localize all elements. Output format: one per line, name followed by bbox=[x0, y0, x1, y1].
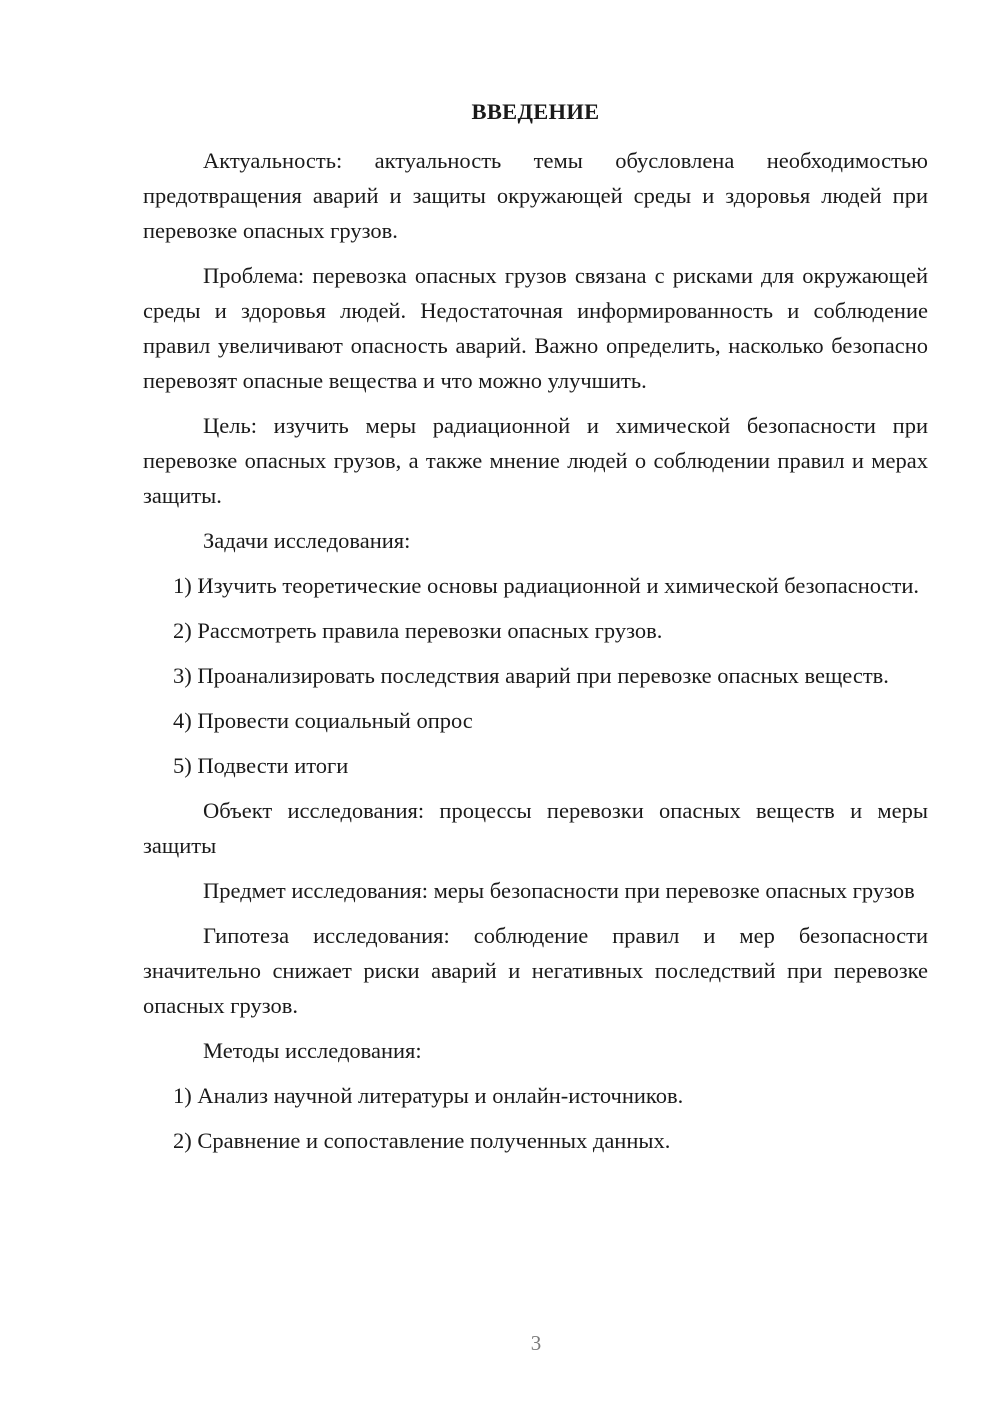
task-item-4: 4) Провести социальный опрос bbox=[173, 708, 473, 733]
page-content bbox=[143, 94, 928, 1168]
task-item-5: 5) Подвести итоги bbox=[173, 753, 349, 778]
method-item-2: 2) Сравнение и сопоставление полученных данных. bbox=[173, 1128, 671, 1153]
methods-label: Методы исследования: bbox=[203, 1038, 422, 1063]
task-item-2: 2) Рассмотреть правила перевозки опасных грузов. bbox=[173, 618, 663, 643]
task-item-3: 3) Проанализировать последствия аварий при перевозке опасных веществ. bbox=[173, 663, 889, 688]
goal-paragraph: Цель: изучить меры радиационной и химической безопасности при перевозке опасных грузов, а также мнение людей о соблюдении правил и мерах защиты. bbox=[143, 413, 928, 508]
problem-paragraph: Проблема: перевозка опасных грузов связана с рисками для окружающей среды и здоровья людей. Недостаточная информированность и соблюдение правил увеличивают опасность аварий. Важно определить, насколько безопасно перевозят опасные вещества и что можно улучшить. bbox=[143, 263, 928, 393]
task-item-1: 1) Изучить теоретические основы радиационной и химической безопасности. bbox=[173, 573, 920, 598]
relevance-paragraph: Актуальность: актуальность темы обусловлена необходимостью предотвращения аварий и защиты окружающей среды и здоровья людей при перевозке опасных грузов. bbox=[143, 148, 928, 243]
object-paragraph: Объект исследования: процессы перевозки опасных веществ и меры защиты bbox=[143, 798, 928, 858]
page-number: 3 bbox=[530, 1331, 542, 1355]
method-item-1: 1) Анализ научной литературы и онлайн-источников. bbox=[173, 1083, 684, 1108]
section-heading: ВВЕДЕНИЕ bbox=[471, 99, 600, 124]
tasks-label: Задачи исследования: bbox=[203, 528, 411, 553]
subject-paragraph: Предмет исследования: меры безопасности при перевозке опасных грузов bbox=[203, 878, 915, 903]
hypothesis-paragraph: Гипотеза исследования: соблюдение правил и мер безопасности значительно снижает риски аварий и негативных последствий при перевозке опасных грузов. bbox=[143, 923, 928, 1018]
